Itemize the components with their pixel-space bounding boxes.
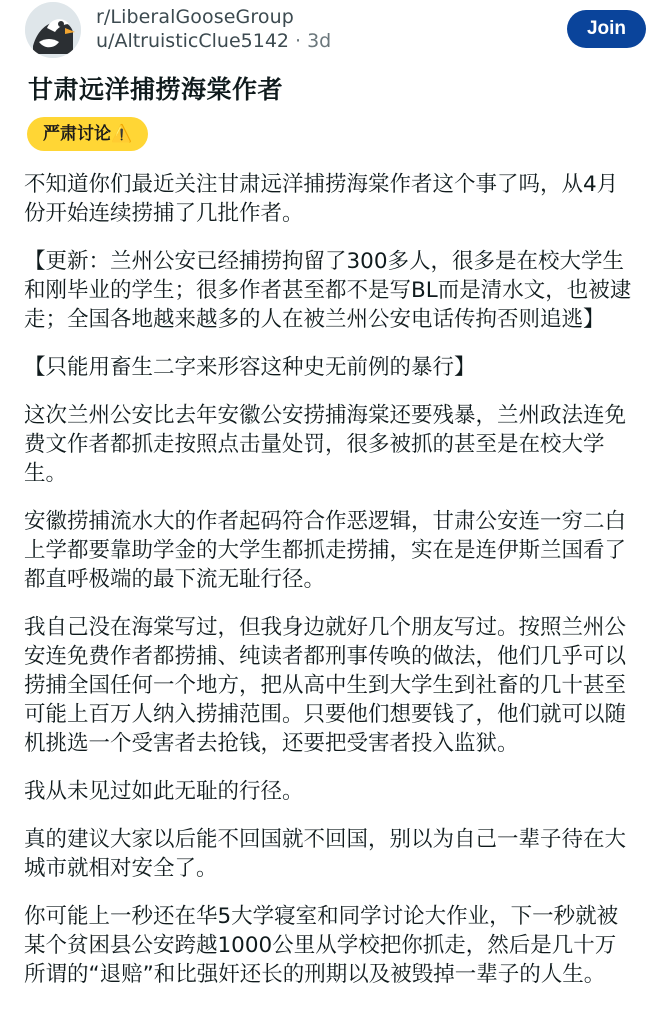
post-paragraph: 这次兰州公安比去年安徽公安捞捕海棠还要残暴，兰州政法连免费文作者都抓走按照点击量处罚，很多被抓的甚至是在校大学生。: [24, 403, 627, 486]
post-paragraph: 【只能用畜生二字来形容这种史无前例的暴行】: [24, 355, 476, 380]
author-username[interactable]: u/AltruisticClue5142: [96, 30, 290, 52]
post-paragraph: 【更新：兰州公安已经捕捞拘留了300多人，很多是在校大学生和刚毕业的学生；很多作者甚至都不是写BL而是清水文，也被逮走；全国各地越来越多的人在被兰州公安电话传拘否则追逃】: [24, 249, 632, 332]
join-button[interactable]: Join: [567, 10, 646, 48]
subreddit-name[interactable]: r/LiberalGooseGroup: [96, 6, 294, 28]
goose-icon: [25, 2, 81, 58]
post-meta: [96, 30, 331, 52]
post-flair[interactable]: 严肃讨论⚠️: [27, 117, 148, 151]
post-paragraph: 不知道你们最近关注甘肃远洋捕捞海棠作者这个事了吗，从4月份开始连续捞捕了几批作者。: [24, 172, 619, 226]
post-paragraph: 你可能上一秒还在华5大学寝室和同学讨论大作业，下一秒就被某个贫困县公安跨越1000公里从学校把你抓走，然后是几十万所谓的“退赔”和比强奸还长的刑期以及被毁掉一辈子的人生。: [24, 904, 619, 987]
post-body: [24, 170, 636, 1008]
post-paragraph: 我自己没在海棠写过，但我身边就好几个朋友写过。按照兰州公安连免费作者都捞捕、纯读者都刑事传唤的做法，他们几乎可以捞捕全国任何一个地方，把从高中生到大学生到社畜的几十甚至可能上百万人纳入捞捕范围。只要他们想要钱了，他们就可以随机挑选一个受害者去抢钱，还要把受害者投入监狱。: [24, 615, 627, 756]
meta-separator: ·: [295, 30, 302, 52]
post-header: [0, 0, 659, 62]
post-paragraph: 真的建议大家以后能不回国就不回国，别以为自己一辈子待在大城市就相对安全了。: [24, 827, 627, 881]
post-age: 3d: [307, 30, 332, 52]
post-paragraph: 我从未见过如此无耻的行径。: [24, 779, 304, 804]
subreddit-avatar[interactable]: [25, 2, 81, 58]
post-paragraph: 安徽捞捕流水大的作者起码符合作恶逻辑，甘肃公安连一穷二白上学都要靠助学金的大学生都抓走捞捕，实在是连伊斯兰国看了都直呼极端的最下流无耻行径。: [24, 509, 627, 592]
post-title: 甘肃远洋捕捞海棠作者: [28, 75, 284, 104]
